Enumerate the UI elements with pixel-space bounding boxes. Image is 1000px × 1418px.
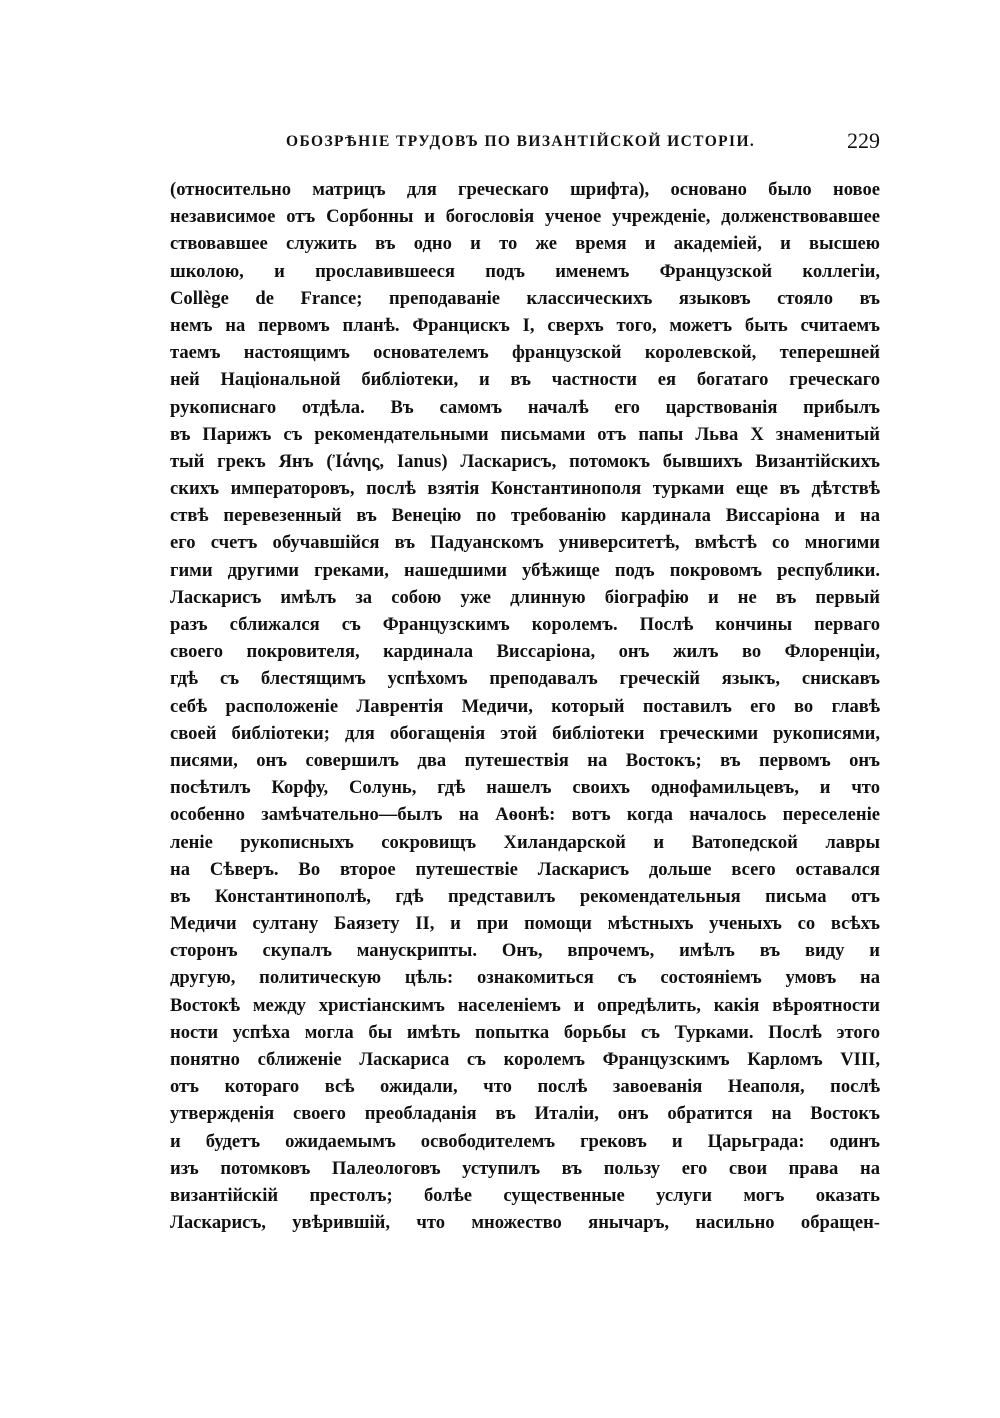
text-line: въ Парижъ съ рекомендательными письмами отъ папы Льва X знаменитый: [170, 423, 880, 445]
text-line: особенно замѣчательно—былъ на Аѳонѣ: вотъ когда началось переселеніе: [170, 804, 880, 826]
text-line: Ласкарисъ имѣлъ за собою уже длинную біографію и не въ первый: [170, 586, 880, 608]
text-line: понятно сближеніе Ласкариса съ королемъ Французскимъ Карломъ VIII,: [170, 1049, 880, 1070]
text-line: ности успѣха могла бы имѣть попытка борьбы съ Турками. Послѣ этого: [170, 1021, 880, 1043]
text-line: ней Національной библіотеки, и въ частности ея богатаго греческаго: [170, 369, 880, 391]
text-line: изъ потомковъ Палеологовъ уступилъ въ пользу его свои права на: [170, 1157, 880, 1179]
text-line: независимое отъ Сорбонны и богословія ученое учрежденіе, долженствовавшее: [170, 206, 880, 228]
page-number: 229: [847, 128, 880, 153]
text-line: скихъ императоровъ, послѣ взятія Константинополя турками еще въ дѣтствѣ: [170, 478, 880, 500]
text-line: ствѣ перевезенный въ Венецію по требованію кардинала Виссаріона и на: [170, 505, 880, 527]
running-header: [170, 128, 882, 162]
text-line: сторонъ скупалъ манускрипты. Онъ, впрочемъ, имѣлъ въ виду и: [170, 940, 880, 962]
text-line: Ласкарисъ, увѣрившій, что множество янычаръ, насильно обращен-: [170, 1212, 880, 1234]
text-line: леніе рукописныхъ сокровищъ Хиландарской и Ватопедской лавры: [170, 831, 880, 853]
text-line: и будетъ ожидаемымъ освободителемъ грековъ и Царьграда: одинъ: [170, 1130, 880, 1152]
running-title: ОБОЗРѢНІЕ ТРУДОВЪ ПО ВИЗАНТІЙСКОЙ ИСТОРІИ.: [286, 133, 756, 150]
text-line: Collège de France; преподаваніе классическихъ языковъ стояло въ: [170, 287, 880, 309]
text-line: писями, онъ совершилъ два путешествія на Востокъ; въ первомъ онъ: [170, 749, 880, 771]
text-line: разъ сближался съ Французскимъ королемъ. Послѣ кончины перваго: [170, 614, 880, 635]
text-line: утвержденія своего преобладанія въ Италіи, онъ обратится на Востокъ: [170, 1103, 880, 1125]
text-line: своей библіотеки; для обогащенія этой библіотеки греческими рукописями,: [170, 722, 880, 744]
text-line: гдѣ съ блестящимъ успѣхомъ преподавалъ греческій языкъ, снискавъ: [170, 668, 880, 690]
text-line: (относительно матрицъ для греческаго шрифта), основано было новое: [170, 179, 880, 200]
text-line: византійскій престолъ; болѣе существенные услуги могъ оказать: [170, 1184, 880, 1206]
text-line: немъ на первомъ планѣ. Францискъ I, сверхъ того, можетъ быть считаемъ: [170, 314, 880, 336]
text-line: рукописнаго отдѣла. Въ самомъ началѣ его царствованія прибылъ: [170, 396, 880, 418]
text-line: другую, политическую цѣль: ознакомиться съ состояніемъ умовъ на: [170, 967, 880, 989]
text-line: посѣтилъ Корфу, Солунь, гдѣ нашелъ своихъ однофамильцевъ, и что: [170, 777, 880, 799]
body-text: [170, 176, 880, 1236]
text-line: на Сѣверъ. Во второе путешествіе Ласкарисъ дольше всего оставался: [170, 858, 880, 880]
text-line: таемъ настоящимъ основателемъ французской королевской, теперешней: [170, 342, 880, 364]
text-line: Медичи султану Баязету II, и при помощи мѣстныхъ ученыхъ со всѣхъ: [170, 913, 880, 935]
text-line: ствовавшее служить въ одно и то же время и академіей, и высшею: [170, 233, 880, 255]
text-line: школою, и прославившееся подъ именемъ Французской коллегіи,: [170, 260, 880, 282]
text-line: себѣ расположеніе Лаврентія Медичи, который поставилъ его во главѣ: [170, 695, 880, 717]
text-line: тый грекъ Янъ (Ἰάνης, Ianus) Ласкарисъ, потомокъ бывшихъ Византійскихъ: [170, 450, 880, 472]
text-line: его счетъ обучавшійся въ Падуанскомъ университетѣ, вмѣстѣ со многими: [170, 532, 880, 554]
text-line: своего покровителя, кардинала Виссаріона, онъ жилъ во Флоренціи,: [170, 641, 880, 663]
text-line: гими другими греками, нашедшими убѣжище подъ покровомъ республики.: [170, 559, 880, 581]
text-line: въ Константинополѣ, гдѣ представилъ рекомендательныя письма отъ: [170, 885, 880, 907]
text-line: Востокѣ между христіанскимъ населеніемъ и опредѣлить, какія вѣроятности: [170, 994, 880, 1016]
text-line: отъ котораго всѣ ожидали, что послѣ завоеванія Неаполя, послѣ: [170, 1076, 880, 1098]
